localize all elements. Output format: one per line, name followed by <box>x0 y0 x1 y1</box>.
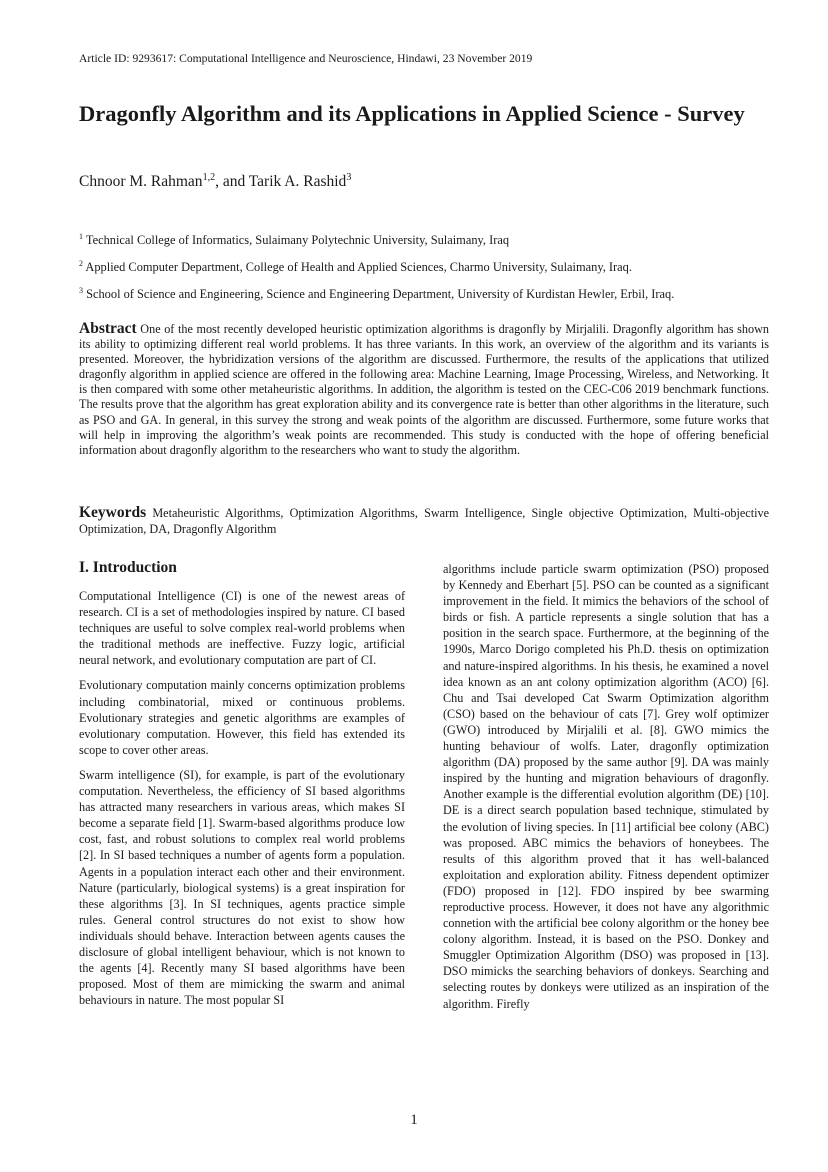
affiliation-2 <box>79 259 632 275</box>
body-paragraph: algorithms include particle swarm optimization (PSO) proposed by Kennedy and Eberhart [5]. PSO can be counted as a significant improvement in the field. It mimics the behaviors of the school of birds or fish. A particle represents a single solution that has a position in the search space. Furthermore, at the beginning of the 1990s, Marco Dorigo completed his Ph.D. thesis on optimization and nature-inspired algorithms. In his thesis, he examined a novel idea known as an ant colony optimization algorithm (ACO) [6]. Chu and Tsai developed Cat Swarm Optimization algorithm (CSO) based on the behaviour of cats [7]. Grey wolf optimizer (GWO) introduced by Mirjalili et al. [8]. GWO mimics the hunting behaviour of wolfs. Later, dragonfly optimization algorithm (DA) proposed by the same author [9]. DA was mainly inspired by the hunting and migration behaviours of dragonfly. Another example is the differential evolution algorithm (DE) [10]. DE is a direct search population based technique, stimulated by the evolution of living species. In [11] artificial bee colony (ABC) was proposed. ABC mimics the behaviors of honeybees. The results of this algorithm proved that it has well-balanced exploitation and exploration ability. Fitness dependent optimizer (FDO) proposed in [12]. FDO inspired by bee swarming reproductive process. However, it does not have any algorithmic connetion with the artificial bee colony algorithm or the honey bee colony algorithm. Instead, it is based on the PSO. Donkey and Smuggler Optimization Algorithm (DSO) was proposed in [13]. DSO mimicks the searching behaviors of donkeys. Searching and selecting routes by donkeys were utilized as an inspiration of the algorithm. Firefly <box>443 562 769 1011</box>
article-id-header: Article ID: 9293617: Computational Intelligence and Neuroscience, Hindawi, 23 November 2019 <box>79 52 533 65</box>
right-column <box>443 561 769 1012</box>
abstract-label: Abstract <box>79 320 137 337</box>
author-name: Chnoor M. Rahman <box>79 173 203 191</box>
paper-title: Dragonfly Algorithm and its Applications in Applied Science - Survey <box>79 101 745 126</box>
body-paragraph: Swarm intelligence (SI), for example, is part of the evolutionary computation. Nevertheless, the efficiency of SI based algorithms has attracted many researchers in various areas, which makes SI become a separate field [1]. Swarm-based algorithms produce low cost, fast, and robust solutions to complex real world problems [2]. In SI based techniques a number of agents form a population. Agents in a population interact each other and their environment. Nature (particularly, biological systems) is a great inspiration for these algorithms [3]. In SI techniques, agents practice simple rules. General control structures do not exist to show how individuals should behave. Interaction between agents causes the disclosure of global intelligent behaviour, which is not known to the agents [4]. Recently many SI based algorithms have been proposed. Most of them are mimicking the swarm and animal behaviours in nature. The most popular SI <box>79 767 405 1008</box>
section-heading-introduction: I. Introduction <box>79 559 177 576</box>
affiliation-marker: 2 <box>79 259 83 268</box>
page-number: 1 <box>410 1112 418 1128</box>
affiliation-text: Technical College of Informatics, Sulaimany Polytechnic University, Sulaimany, Iraq <box>83 233 510 248</box>
affiliation-1 <box>79 232 509 248</box>
affiliation-marker: 1 <box>79 232 83 241</box>
author-affiliation-marker: 1,2 <box>202 172 216 183</box>
keywords-text: Metaheuristic Algorithms, Optimization Algorithms, Swarm Intelligence, Single objective Optimization, Multi-objective Optimization, DA, Dragonfly Algorithm <box>79 506 769 536</box>
authors-line <box>79 172 351 191</box>
body-paragraph: Evolutionary computation mainly concerns optimization problems including combinatorial, mixed or continuous problems. Evolutionary strategies and genetic algorithms are examples of evolutionary computation. However, this field has extended its scope to cover other areas. <box>79 678 405 757</box>
author-affiliation-marker: 3 <box>346 172 352 183</box>
affiliation-marker: 3 <box>79 286 83 295</box>
abstract-text: One of the most recently developed heuristic optimization algorithms is dragonfly by Mirjalili. Dragonfly algorithm has shown its ability to optimizing different real world problems. It has three variants. In this work, an overview of the algorithm and its variants is presented. Moreover, the hybridization versions of the algorithm are discussed. Furthermore, the results of the applications that utilized dragonfly algorithm in applied science are offered in the following area: Machine Learning, Image Processing, Wireless, and Networking. It is then compared with some other metaheuristic algorithms. In addition, the algorithm is tested on the CEC-C06 2019 benchmark functions. The results prove that the algorithm has great exploration ability and its convergence rate is better than other algorithms in the literature, such as PSO and GA. In general, in this survey the strong and weak points of the algorithm are discussed. Furthermore, some future works that will help in improving the algorithm’s weak points are recommended. This study is conducted with the hope of offering beneficial information about dragonfly algorithm to the researchers who want to study the algorithm. <box>79 322 769 457</box>
left-column <box>79 558 405 1017</box>
author-name: Tarik A. Rashid <box>248 173 347 191</box>
affiliation-text: School of Science and Engineering, Science and Engineering Department, University of Kurdistan Hewler, Erbil, Iraq. <box>83 287 675 302</box>
body-paragraph: Computational Intelligence (CI) is one of the newest areas of research. CI is a set of methodologies inspired by nature. CI based techniques are useful to solve complex real-world problems when the traditional methods are ineffective. Fuzzy logic, artificial neural network, and evolutionary computation are part of CI. <box>79 589 405 668</box>
affiliation-text: Applied Computer Department, College of Health and Applied Sciences, Charmo University, Sulaimany, Iraq. <box>83 260 632 275</box>
abstract <box>79 321 769 458</box>
keywords-label: Keywords <box>79 504 147 521</box>
affiliation-3 <box>79 286 674 302</box>
author-separator: , and <box>215 173 249 191</box>
keywords <box>79 505 769 537</box>
